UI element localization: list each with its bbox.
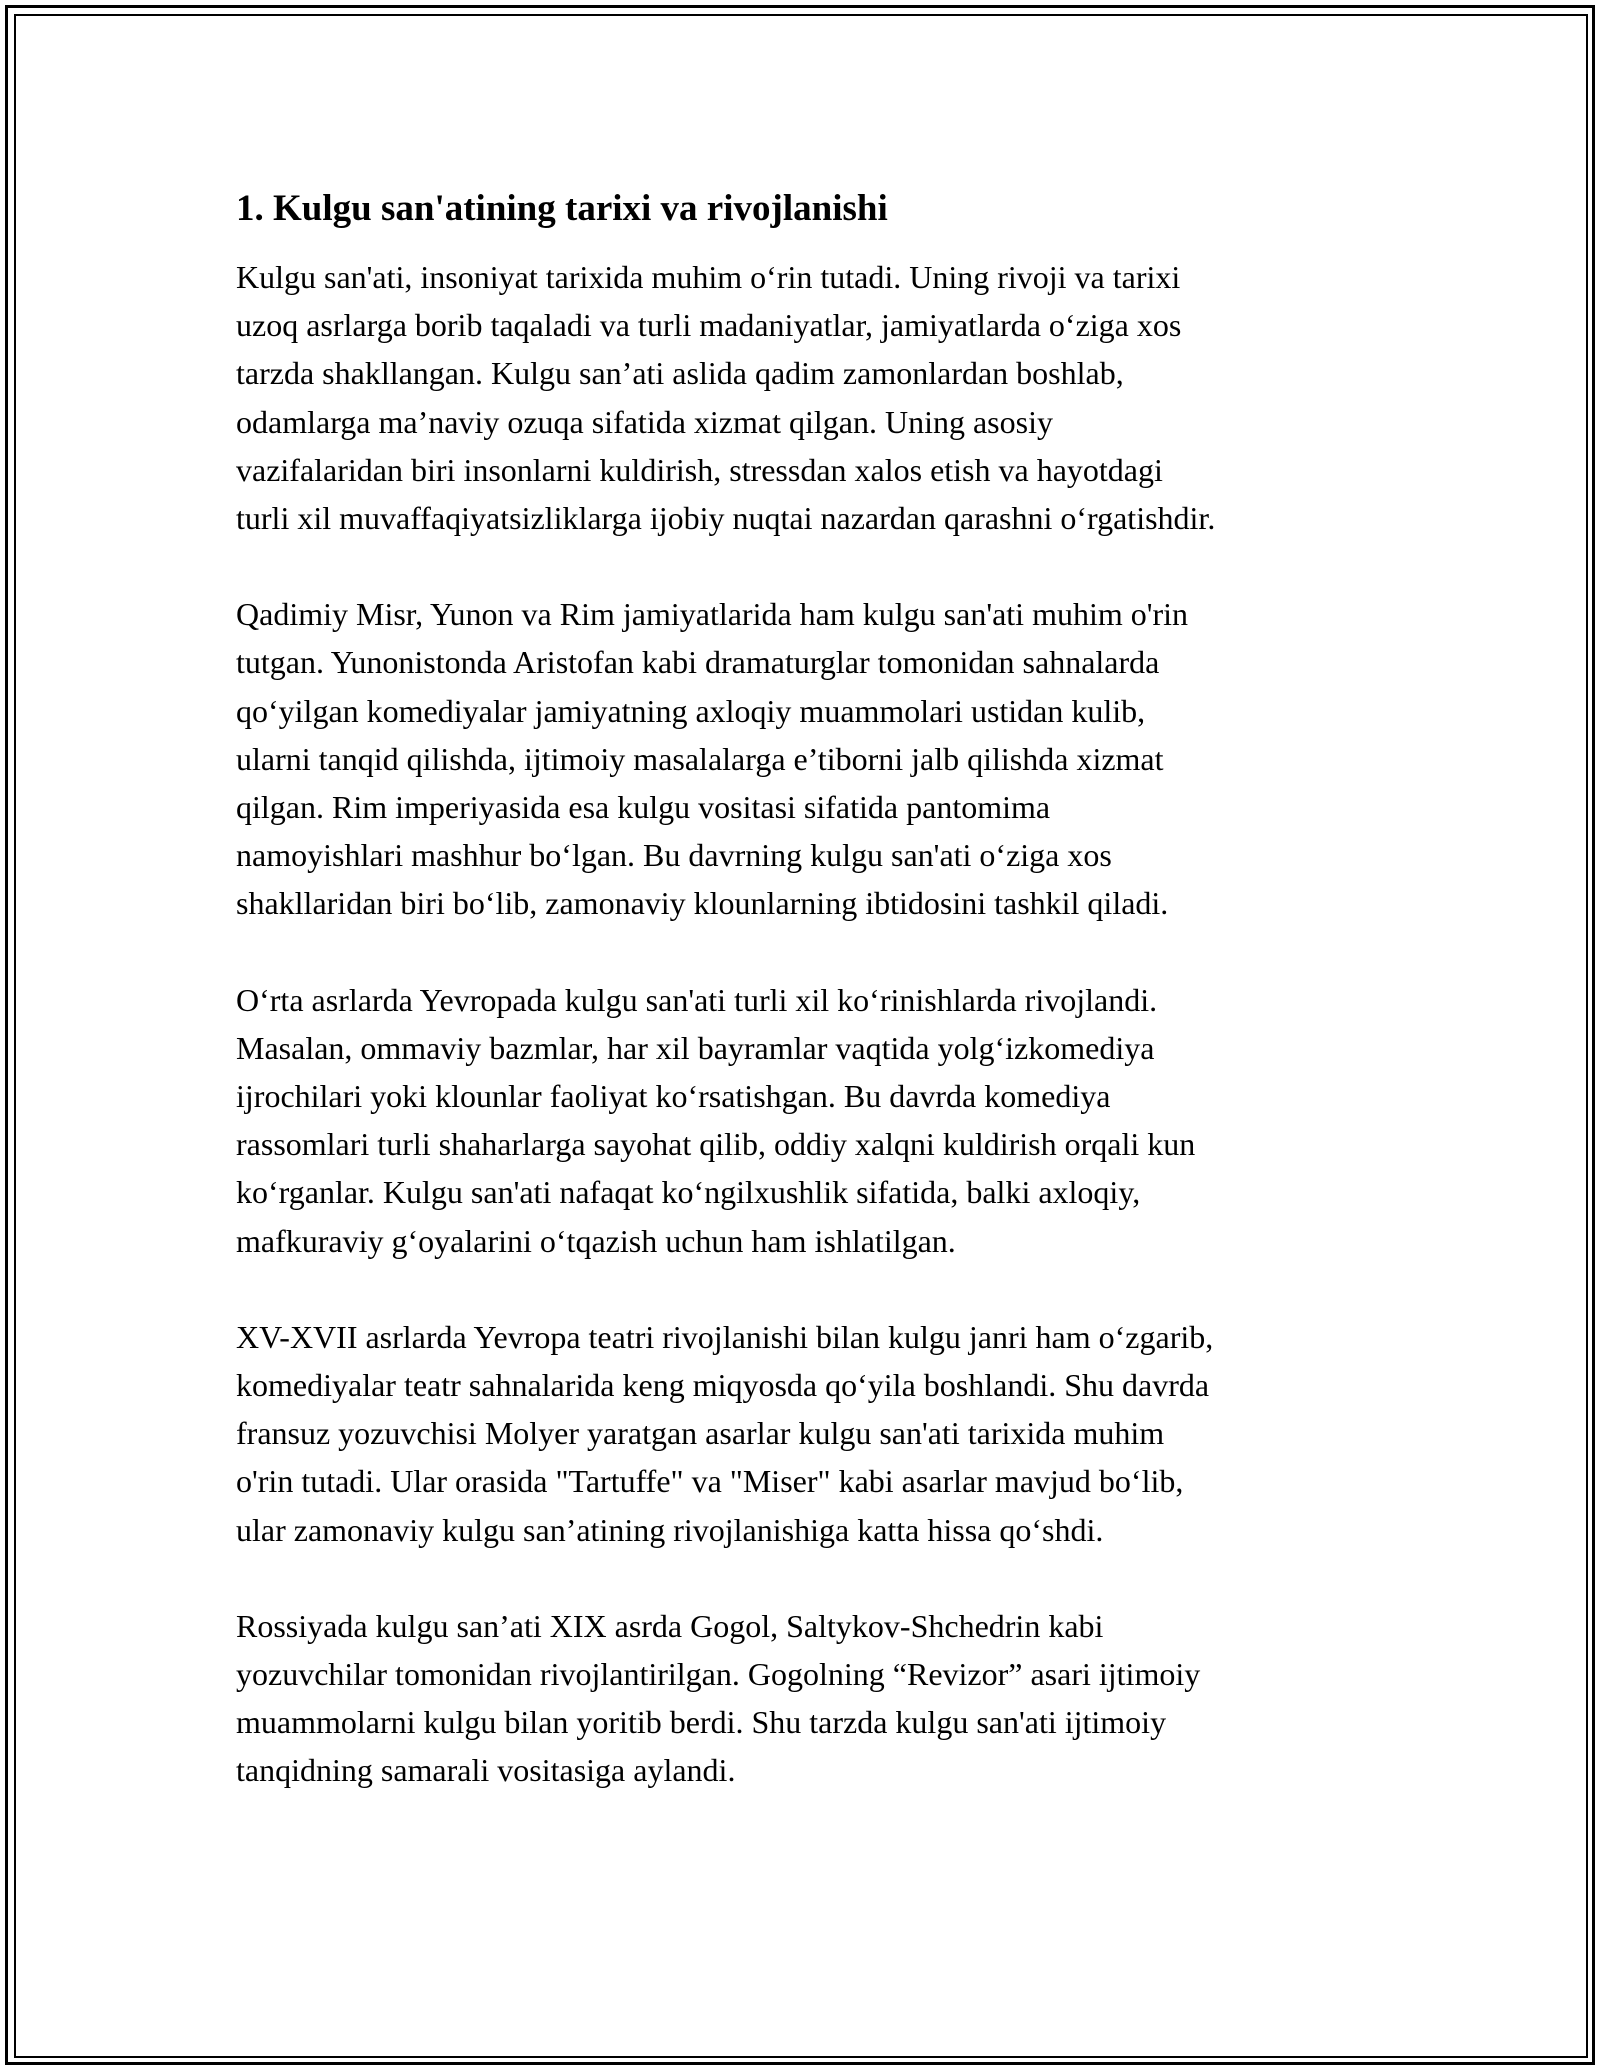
paragraph-line: Masalan, ommaviy bazmlar, har xil bayramlar vaqtida yolg‘izkomediya — [236, 1029, 1155, 1066]
paragraph-line: ular zamonaviy kulgu san’atining rivojlanishiga katta hissa qo‘shdi. — [236, 1511, 1104, 1548]
paragraph-line: Qadimiy Misr, Yunon va Rim jamiyatlarida ham kulgu san'ati muhim o'rin — [236, 596, 1189, 633]
paragraph-line: komediyalar teatr sahnalarida keng miqyosda qo‘yila boshlandi. Shu davrda — [236, 1367, 1210, 1404]
paragraph-line: ko‘rganlar. Kulgu san'ati nafaqat ko‘ngilxushlik sifatida, balki axloqiy, — [236, 1174, 1141, 1211]
paragraph-3 — [236, 976, 1376, 1265]
paragraph-line: vazifalaridan biri insonlarni kuldirish, stressdan xalos etish va hayotdagi — [236, 451, 1163, 488]
paragraph-line: ijrochilari yoki klounlar faoliyat ko‘rsatishgan. Bu davrda komediya — [236, 1078, 1111, 1115]
document-body — [236, 185, 1376, 1843]
paragraph-5 — [236, 1602, 1376, 1795]
paragraph-line: Kulgu san'ati, insoniyat tarixida muhim o‘rin tutadi. Uning rivoji va tarixi — [236, 259, 1181, 295]
paragraph-line: ularni tanqid qilishda, ijtimoiy masalalarga e’tiborni jalb qilishda xizmat — [236, 740, 1164, 777]
paragraph-line: odamlarga ma’naviy ozuqa sifatida xizmat qilgan. Uning asosiy — [236, 403, 1053, 440]
paragraph-line: shakllaridan biri bo‘lib, zamonaviy klounlarning ibtidosini tashkil qiladi. — [236, 885, 1169, 922]
paragraph-line: XV-XVII asrlarda Yevropa teatri rivojlanishi bilan kulgu janri ham o‘zgarib, — [236, 1318, 1214, 1355]
paragraph-line: o'rin tutadi. Ular orasida "Tartuffe" va "Miser" kabi asarlar mavjud bo‘lib, — [236, 1463, 1184, 1500]
paragraph-line: yozuvchilar tomonidan rivojlantirilgan. Gogolning “Revizor” asari ijtimoiy — [236, 1656, 1201, 1693]
paragraph-line: uzoq asrlarga borib taqaladi va turli madaniyatlar, jamiyatlarda o‘ziga xos — [236, 307, 1182, 344]
paragraph-2 — [236, 590, 1376, 927]
paragraph-line: namoyishlari mashhur bo‘lgan. Bu davrning kulgu san'ati o‘ziga xos — [236, 837, 1112, 874]
paragraph-1 — [236, 253, 1376, 542]
paragraph-line: muammolarni kulgu bilan yoritib berdi. Shu tarzda kulgu san'ati ijtimoiy — [236, 1704, 1167, 1741]
paragraph-line: tanqidning samarali vositasiga aylandi. — [236, 1752, 736, 1789]
paragraph-4 — [236, 1313, 1376, 1554]
paragraph-line: turli xil muvaffaqiyatsizliklarga ijobiy nuqtai nazardan qarashni o‘rgatishdir. — [236, 500, 1216, 537]
paragraph-line: O‘rta asrlarda Yevropada kulgu san'ati turli xil ko‘rinishlarda rivojlandi. — [236, 981, 1158, 1018]
paragraph-line: tutgan. Yunonistonda Aristofan kabi dramaturglar tomonidan sahnalarda — [236, 644, 1160, 681]
paragraph-line: rassomlari turli shaharlarga sayohat qilib, oddiy xalqni kuldirish orqali kun — [236, 1126, 1196, 1163]
paragraph-line: fransuz yozuvchisi Molyer yaratgan asarlar kulgu san'ati tarixida muhim — [236, 1415, 1165, 1452]
paragraph-line: qilgan. Rim imperiyasida esa kulgu vositasi sifatida pantomima — [236, 789, 1051, 826]
paragraph-line: tarzda shakllangan. Kulgu san’ati aslida qadim zamonlardan boshlab, — [236, 355, 1124, 392]
paragraph-line: qo‘yilgan komediyalar jamiyatning axloqiy muammolari ustidan kulib, — [236, 692, 1146, 729]
paragraph-line: mafkuraviy g‘oyalarini o‘tqazish uchun ham ishlatilgan. — [236, 1222, 956, 1259]
section-heading: 1. Kulgu san'atining tarixi va rivojlanishi — [236, 188, 888, 229]
paragraph-line: Rossiyada kulgu san’ati XIX asrda Gogol, Saltykov-Shchedrin kabi — [236, 1607, 1104, 1644]
